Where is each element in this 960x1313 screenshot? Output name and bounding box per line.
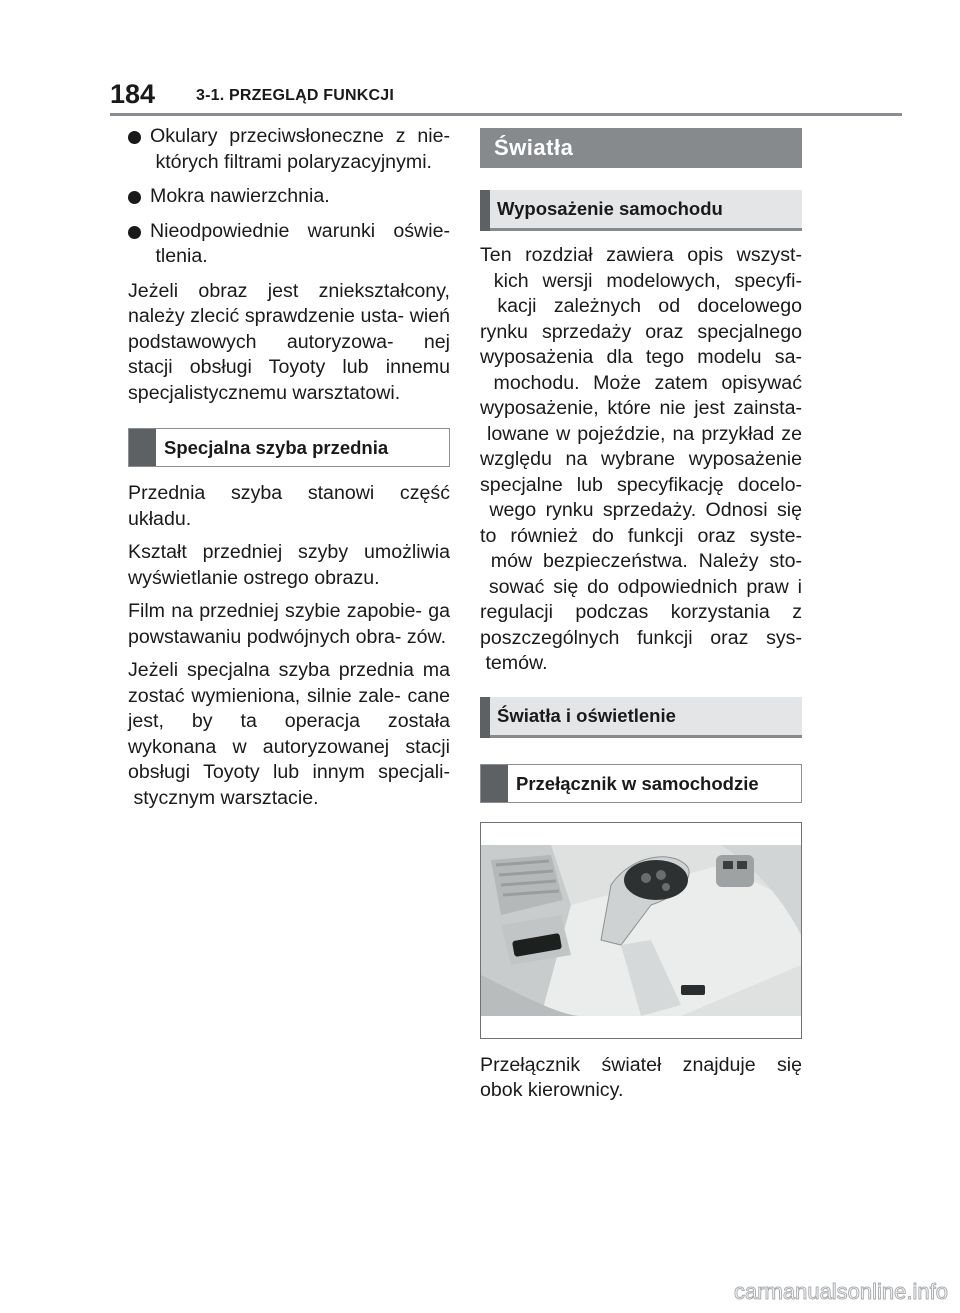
heading-bar [129,429,156,466]
subheading-text: Wyposażenie samochodu [497,198,723,219]
bullet-text: Okulary przeciwsłoneczne z nie- których filtrami polaryzacyjnymi. [150,125,450,173]
list-item [128,219,450,270]
section-heading-text: Przełącznik w samochodzie [516,772,759,794]
list-item [128,124,450,175]
figure-caption: Przełącznik świateł znajduje się obok kierownicy. [480,1053,802,1101]
right-column [480,128,802,1112]
bullet-icon [128,191,141,204]
header-rule [110,113,902,116]
watermark-text: carmanualsonline.info [733,1279,948,1304]
section-heading-switch [480,764,802,803]
subheading-lights [480,697,802,738]
bullet-text: Nieodpowiednie warunki oświe- tlenia. [150,219,450,267]
page-header [110,78,902,116]
light-switch-figure [480,822,802,1039]
watermark [658,1279,948,1305]
heading-bar [480,697,490,738]
page-number: 184 [110,79,156,109]
body-paragraph: Film na przedniej szybie zapobie- ga powstawaniu podwójnych obra- zów. [128,600,450,648]
chapter-heading: Światła [480,128,802,168]
equipment-paragraph: Ten rozdział zawiera opis wszyst- kich wersji modelowych, specyfi- kacji zależnych od docelowego rynku sprzedaży oraz specjalnego wyposażenia dla tego modelu sa- mochodu. Może zatem opisywać wyposażenie, które nie jest zainsta- lowane w pojeździe, na przykład ze względu na wybrane wyposażenie specjalne lub specyfikację docelo- wego rynku sprzedaży. Odnosi się to również do funkcji oraz syste- mów bezpieczeństwa. Należy sto- sować się do odpowiednich praw i regulacji podczas korzystania z poszczególnych funkcji oraz sys- temów. [480,244,802,674]
body-paragraph: Jeżeli specjalna szyba przednia ma zostać wymieniona, silnie zale- cane jest, by ta operacja została wykonana w autoryzowanej stacji obsługi Toyoty lub innym specjali- stycznym warsztacie. [128,659,450,809]
heading-bar [481,765,508,802]
list-item [128,184,450,210]
subheading-text: Światła i oświetlenie [497,704,676,726]
body-paragraph: Przednia szyba stanowi część układu. [128,482,450,530]
bullet-icon [128,226,141,239]
chapter-label: 3-1. PRZEGLĄD FUNKCJI [196,87,394,104]
section-heading-text: Specjalna szyba przednia [164,437,389,458]
subheading-equipment [480,190,802,231]
body-paragraph: Kształt przedniej szyby umożliwia wyświetlanie ostrego obrazu. [128,541,450,589]
bullet-text: Mokra nawierzchnia. [150,185,330,207]
intro-paragraph: Jeżeli obraz jest zniekształcony, należy zlecić sprawdzenie usta- wień podstawowych autoryzowa- nej stacji obsługi Toyoty lub innemu specjalistycznemu warsztatowi. [128,279,450,404]
heading-bar [480,190,490,231]
bullet-icon [128,131,141,144]
light-switch-illustration [481,845,801,1016]
left-column [128,122,450,819]
section-heading-windshield [128,428,450,467]
